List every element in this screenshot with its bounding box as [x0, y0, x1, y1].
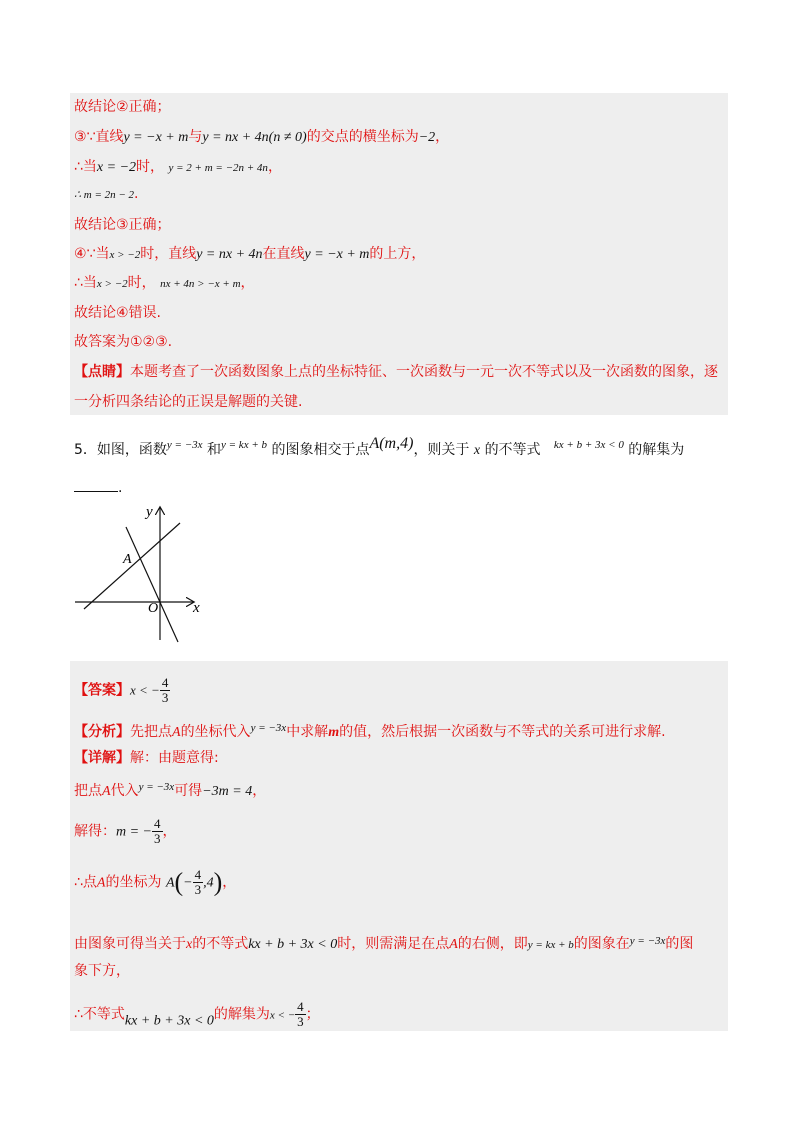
solve-line: 解得：m = − $\frac{4}{3}$ ， — [74, 816, 177, 846]
graph-reasoning-line-2: 象下方， — [74, 963, 130, 979]
answer-tag: 【答案】 — [74, 682, 130, 699]
item-3-result-line: ∴ m = 2n − 2. — [74, 186, 139, 202]
function-graph-figure — [70, 500, 210, 645]
item-4-when-line: ∴当x > −2时， nx + 4n > −x + m， — [74, 275, 255, 291]
line-y-neg3x — [126, 527, 178, 642]
analysis-tag: 【分析】 — [74, 724, 130, 740]
item-3-when-line: ∴当x = −2时， y = 2 + m = −2n + 4n， — [74, 159, 282, 175]
answer-blank-line: . — [74, 478, 122, 498]
dianjing-tag: 【点睛】 — [74, 364, 130, 380]
line-y-kx-b — [84, 523, 180, 609]
conclusion-4-line: 故结论④错误. — [74, 305, 162, 321]
question-5-stem: 5．如图，函数$^{y = -3x}$ 和$^{y = kx + b}$ 的图象相交于点A(m,4)，则关于 x 的不等式 $^{kx + b + 3x < 0}$ 的解集为 — [74, 435, 685, 458]
x-axis-label: x — [193, 600, 200, 616]
origin-label: O — [148, 601, 159, 616]
answer-line: 【答案】x < − $\frac{4}{3}$ — [74, 675, 169, 705]
analysis-line: 【分析】先把点A的坐标代入$^{y = -3x}$中求解m的值，然后根据一次函数与不等式的关系可进行求解. — [74, 722, 666, 740]
conclusion-2-line: 故结论②正确； — [74, 99, 171, 115]
item-3-line: ③∵直线y = −x + m与y = nx + 4n(n ≠ 0)的交点的横坐标为−2， — [74, 129, 450, 145]
conclusion-3-line: 故结论③正确； — [74, 217, 171, 233]
point-a-label: A — [123, 552, 132, 567]
y-axis-label: y — [146, 504, 153, 520]
graph-reasoning-line-1: 由图象可得当关于x的不等式kx + b + 3x < 0时，则需满足在点A的右侧，即y = kx + b的图象在$^{y = -3x}$的图 — [74, 935, 694, 952]
dianjing-line-1: 【点睛】本题考查了一次函数图象上点的坐标特征、一次函数与一元一次不等式以及一次函数的图象，逐 — [74, 364, 718, 380]
coordinate-line: ∴点A的坐标为 A(− $\frac{4}{3}$ ,4)， — [74, 867, 237, 897]
item-4-line: ④∵当x > −2时，直线y = nx + 4n在直线y = −x + m的上方， — [74, 246, 426, 262]
final-answer-line: ∴不等式kx + b + 3x < 0的解集为x < − $\frac{4}{3}$ ； — [74, 999, 320, 1029]
detail-line: 【详解】解：由题意得: — [74, 750, 219, 766]
solution-panel-bottom — [70, 661, 728, 1031]
detail-tag: 【详解】 — [74, 750, 130, 766]
dianjing-line-2: 一分析四条结论的正误是解题的关键. — [74, 394, 303, 410]
substitute-line: 把点A代入$^{y = -3x}$可得−3m = 4， — [74, 781, 267, 799]
answer-summary-line: 故答案为①②③. — [74, 334, 173, 350]
answer-blank — [74, 479, 118, 492]
